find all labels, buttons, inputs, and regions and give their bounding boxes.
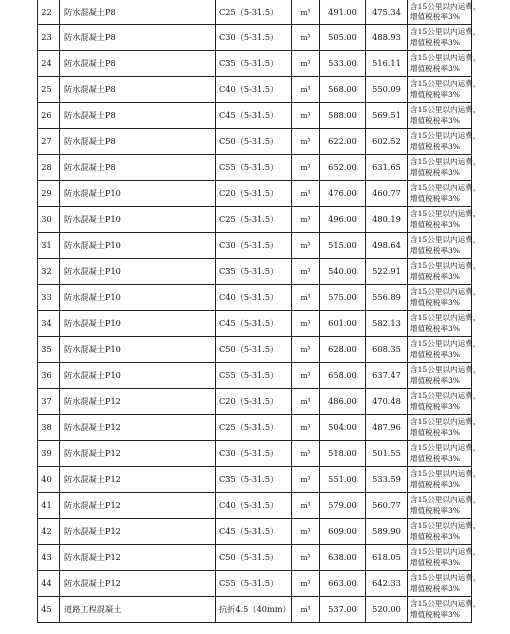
note-line: 含15公里以内运费， [410,53,481,62]
tax-inclusive-price-cell: 496.00 [320,207,366,233]
spec-cell: C20（5-31.5） [216,181,292,207]
unit-cell: m³ [292,597,320,623]
tax-inclusive-price-cell: 652.00 [320,155,366,181]
note-line: 含15公里以内运费， [410,235,481,244]
tax-exclusive-price-cell: 608.35 [366,337,408,363]
unit-cell: m³ [292,259,320,285]
material-name-cell: 防水混凝土P12 [60,493,216,519]
material-name-cell: 防水混凝土P8 [60,129,216,155]
tax-inclusive-price-cell: 551.00 [320,467,366,493]
table-body [38,0,481,623]
spec-cell: C45（5-31.5） [216,311,292,337]
note-line: 增值税税率3% [410,323,461,333]
material-name-cell: 防水混凝土P8 [60,0,216,25]
row-number-cell: 38 [38,415,60,441]
price-table [37,0,481,623]
row-number-cell: 34 [38,311,60,337]
note-line: 增值税税率3% [410,271,461,281]
spec-cell: C35（5-31.5） [216,51,292,77]
spec-cell: C35（5-31.5） [216,467,292,493]
material-name-cell: 防水混凝土P12 [60,389,216,415]
unit-cell: m³ [292,0,320,25]
table-row [38,155,472,181]
tax-inclusive-price-cell: 540.00 [320,259,366,285]
spec-cell: C30（5-31.5） [216,441,292,467]
tax-exclusive-price-cell: 589.90 [366,519,408,545]
note-cell [408,285,481,311]
table-row [38,389,472,415]
table-row [38,571,472,597]
row-number-cell: 39 [38,441,60,467]
tax-inclusive-price-cell: 568.00 [320,77,366,103]
unit-cell: m³ [292,493,320,519]
note-line: 含15公里以内运费， [410,131,481,140]
note-cell [408,207,481,233]
note-line: 增值税税率3% [410,505,461,515]
note-line: 增值税税率3% [410,167,461,177]
tax-inclusive-price-cell: 658.00 [320,363,366,389]
spec-cell: C50（5-31.5） [216,129,292,155]
note-line: 含15公里以内运费， [410,105,481,114]
row-number-cell: 45 [38,597,60,623]
row-number-cell: 36 [38,363,60,389]
spec-cell: C30（5-31.5） [216,233,292,259]
tax-inclusive-price-cell: 486.00 [320,389,366,415]
note-line: 含15公里以内运费， [410,521,481,530]
tax-exclusive-price-cell: 480.19 [366,207,408,233]
note-cell [408,467,481,493]
note-line: 含15公里以内运费， [410,365,481,374]
note-cell [408,311,481,337]
note-cell [408,25,481,51]
row-number-cell: 32 [38,259,60,285]
material-name-cell: 防水混凝土P12 [60,441,216,467]
material-name-cell: 防水混凝土P8 [60,103,216,129]
material-name-cell: 防水混凝土P12 [60,571,216,597]
tax-exclusive-price-cell: 602.52 [366,129,408,155]
row-number-cell: 27 [38,129,60,155]
note-line: 增值税税率3% [410,245,461,255]
note-cell [408,545,481,571]
unit-cell: m³ [292,415,320,441]
unit-cell: m³ [292,363,320,389]
tax-exclusive-price-cell: 533.59 [366,467,408,493]
note-line: 含15公里以内运费， [410,157,481,166]
spec-cell: C55（5-31.5） [216,363,292,389]
tax-exclusive-price-cell: 520.00 [366,597,408,623]
table-row [38,181,472,207]
material-name-cell: 防水混凝土P10 [60,259,216,285]
unit-cell: m³ [292,519,320,545]
unit-cell: m³ [292,25,320,51]
note-line: 增值税税率3% [410,557,461,567]
tax-exclusive-price-cell: 488.93 [366,25,408,51]
material-name-cell: 防水混凝土P12 [60,467,216,493]
material-name-cell: 防水混凝土P10 [60,285,216,311]
note-cell [408,389,481,415]
table-row [38,441,472,467]
row-number-cell: 37 [38,389,60,415]
material-name-cell: 防水混凝土P12 [60,545,216,571]
tax-inclusive-price-cell: 476.00 [320,181,366,207]
note-line: 含15公里以内运费， [410,417,481,426]
unit-cell: m³ [292,77,320,103]
unit-cell: m³ [292,103,320,129]
material-name-cell: 防水混凝土P8 [60,155,216,181]
tax-inclusive-price-cell: 609.00 [320,519,366,545]
spec-cell: C55（5-31.5） [216,571,292,597]
spec-cell: C45（5-31.5） [216,519,292,545]
note-line: 含15公里以内运费， [410,313,481,322]
tax-inclusive-price-cell: 628.00 [320,337,366,363]
tax-exclusive-price-cell: 582.13 [366,311,408,337]
note-line: 增值税税率3% [410,531,461,541]
note-line: 增值税税率3% [410,349,461,359]
spec-cell: C40（5-31.5） [216,77,292,103]
note-line: 含15公里以内运费， [410,469,481,478]
tax-inclusive-price-cell: 588.00 [320,103,366,129]
note-cell [408,519,481,545]
material-name-cell: 防水混凝土P12 [60,519,216,545]
note-line: 增值税税率3% [410,479,461,489]
table-row [38,0,472,25]
note-cell [408,597,481,623]
material-name-cell: 防水混凝土P8 [60,51,216,77]
tax-inclusive-price-cell: 622.00 [320,129,366,155]
note-line: 增值税税率3% [410,12,461,21]
note-line: 含15公里以内运费， [410,339,481,348]
note-line: 增值税税率3% [410,375,461,385]
row-number-cell: 30 [38,207,60,233]
tax-inclusive-price-cell: 518.00 [320,441,366,467]
note-cell [408,103,481,129]
table-row [38,415,472,441]
table-row [38,467,472,493]
tax-exclusive-price-cell: 560.77 [366,493,408,519]
spec-cell: C25（5-31.5） [216,207,292,233]
unit-cell: m³ [292,571,320,597]
table-row [38,207,472,233]
table-row [38,103,472,129]
note-line: 含15公里以内运费， [410,1,481,11]
tax-exclusive-price-cell: 475.34 [366,0,408,25]
table-row [38,285,472,311]
table-row [38,233,472,259]
spec-cell: C40（5-31.5） [216,493,292,519]
note-cell [408,259,481,285]
unit-cell: m³ [292,311,320,337]
tax-inclusive-price-cell: 504.00 [320,415,366,441]
unit-cell: m³ [292,389,320,415]
note-cell [408,571,481,597]
tax-exclusive-price-cell: 550.09 [366,77,408,103]
note-line: 增值税税率3% [410,141,461,151]
note-line: 增值税税率3% [410,453,461,463]
table-row [38,25,472,51]
note-cell [408,337,481,363]
note-line: 含15公里以内运费， [410,599,481,608]
tax-inclusive-price-cell: 515.00 [320,233,366,259]
table-row [38,597,472,623]
spec-cell: C25（5-31.5） [216,0,292,25]
table-row [38,493,472,519]
material-name-cell: 防水混凝土P12 [60,415,216,441]
spec-cell: C20（5-31.5） [216,389,292,415]
table-row [38,77,472,103]
row-number-cell: 29 [38,181,60,207]
note-line: 增值税税率3% [410,89,461,99]
tax-inclusive-price-cell: 537.00 [320,597,366,623]
spec-cell: C45（5-31.5） [216,103,292,129]
unit-cell: m³ [292,155,320,181]
tax-inclusive-price-cell: 601.00 [320,311,366,337]
note-cell [408,441,481,467]
tax-exclusive-price-cell: 498.64 [366,233,408,259]
note-cell [408,181,481,207]
tax-exclusive-price-cell: 470.48 [366,389,408,415]
unit-cell: m³ [292,207,320,233]
note-cell [408,0,481,25]
note-line: 含15公里以内运费， [410,391,481,400]
unit-cell: m³ [292,181,320,207]
table-row [38,259,472,285]
tax-exclusive-price-cell: 522.91 [366,259,408,285]
note-line: 增值税税率3% [410,115,461,125]
tax-inclusive-price-cell: 663.00 [320,571,366,597]
table-row [38,363,472,389]
row-number-cell: 41 [38,493,60,519]
note-line: 增值税税率3% [410,297,461,307]
tax-inclusive-price-cell: 505.00 [320,25,366,51]
material-name-cell: 防水混凝土P8 [60,77,216,103]
material-name-cell: 防水混凝土P10 [60,311,216,337]
tax-exclusive-price-cell: 460.77 [366,181,408,207]
unit-cell: m³ [292,233,320,259]
note-line: 含15公里以内运费， [410,183,481,192]
row-number-cell: 40 [38,467,60,493]
note-line: 含15公里以内运费， [410,261,481,270]
unit-cell: m³ [292,51,320,77]
note-cell [408,363,481,389]
unit-cell: m³ [292,441,320,467]
note-line: 增值税税率3% [410,401,461,411]
row-number-cell: 31 [38,233,60,259]
note-line: 含15公里以内运费， [410,547,481,556]
note-line: 增值税税率3% [410,193,461,203]
material-name-cell: 防水混凝土P10 [60,181,216,207]
tax-exclusive-price-cell: 637.47 [366,363,408,389]
row-number-cell: 24 [38,51,60,77]
row-number-cell: 35 [38,337,60,363]
note-line: 含15公里以内运费， [410,27,481,36]
spec-cell: C25（5-31.5） [216,415,292,441]
note-line: 增值税税率3% [410,37,461,47]
spec-cell: C35（5-31.5） [216,259,292,285]
row-number-cell: 23 [38,25,60,51]
row-number-cell: 43 [38,545,60,571]
note-cell [408,493,481,519]
spec-cell: C50（5-31.5） [216,337,292,363]
spec-cell: C50（5-31.5） [216,545,292,571]
table-row [38,519,472,545]
note-line: 增值税税率3% [410,63,461,73]
tax-exclusive-price-cell: 618.05 [366,545,408,571]
note-line: 增值税税率3% [410,609,461,619]
tax-exclusive-price-cell: 569.51 [366,103,408,129]
note-cell [408,51,481,77]
unit-cell: m³ [292,285,320,311]
spec-cell: C30（5-31.5） [216,25,292,51]
note-line: 含15公里以内运费， [410,573,481,582]
unit-cell: m³ [292,129,320,155]
note-line: 含15公里以内运费， [410,79,481,88]
tax-exclusive-price-cell: 556.89 [366,285,408,311]
row-number-cell: 25 [38,77,60,103]
material-name-cell: 防水混凝土P10 [60,207,216,233]
spec-cell: C55（5-31.5） [216,155,292,181]
row-number-cell: 22 [38,0,60,25]
note-line: 含15公里以内运费， [410,495,481,504]
table-row [38,545,472,571]
note-cell [408,233,481,259]
tax-exclusive-price-cell: 501.55 [366,441,408,467]
tax-exclusive-price-cell: 487.96 [366,415,408,441]
tax-inclusive-price-cell: 491.00 [320,0,366,25]
material-name-cell: 道路工程混凝土 [60,597,216,623]
note-cell [408,77,481,103]
note-cell [408,155,481,181]
tax-inclusive-price-cell: 579.00 [320,493,366,519]
table-row [38,311,472,337]
tax-inclusive-price-cell: 533.00 [320,51,366,77]
note-line: 含15公里以内运费， [410,443,481,452]
row-number-cell: 44 [38,571,60,597]
note-line: 含15公里以内运费， [410,209,481,218]
row-number-cell: 42 [38,519,60,545]
note-line: 增值税税率3% [410,219,461,229]
unit-cell: m³ [292,337,320,363]
spec-cell: 抗折4.5（40mm） [216,597,292,623]
note-cell [408,415,481,441]
row-number-cell: 26 [38,103,60,129]
note-line: 增值税税率3% [410,583,461,593]
note-cell [408,129,481,155]
note-line: 含15公里以内运费， [410,287,481,296]
table-row [38,51,472,77]
material-name-cell: 防水混凝土P10 [60,337,216,363]
tax-exclusive-price-cell: 516.11 [366,51,408,77]
row-number-cell: 33 [38,285,60,311]
material-name-cell: 防水混凝土P10 [60,363,216,389]
table-row [38,337,472,363]
row-number-cell: 28 [38,155,60,181]
material-name-cell: 防水混凝土P10 [60,233,216,259]
material-name-cell: 防水混凝土P8 [60,25,216,51]
tax-exclusive-price-cell: 631.65 [366,155,408,181]
spec-cell: C40（5-31.5） [216,285,292,311]
note-line: 增值税税率3% [410,427,461,437]
tax-exclusive-price-cell: 642.33 [366,571,408,597]
unit-cell: m³ [292,545,320,571]
unit-cell: m³ [292,467,320,493]
table-row [38,129,472,155]
tax-inclusive-price-cell: 638.00 [320,545,366,571]
tax-inclusive-price-cell: 575.00 [320,285,366,311]
